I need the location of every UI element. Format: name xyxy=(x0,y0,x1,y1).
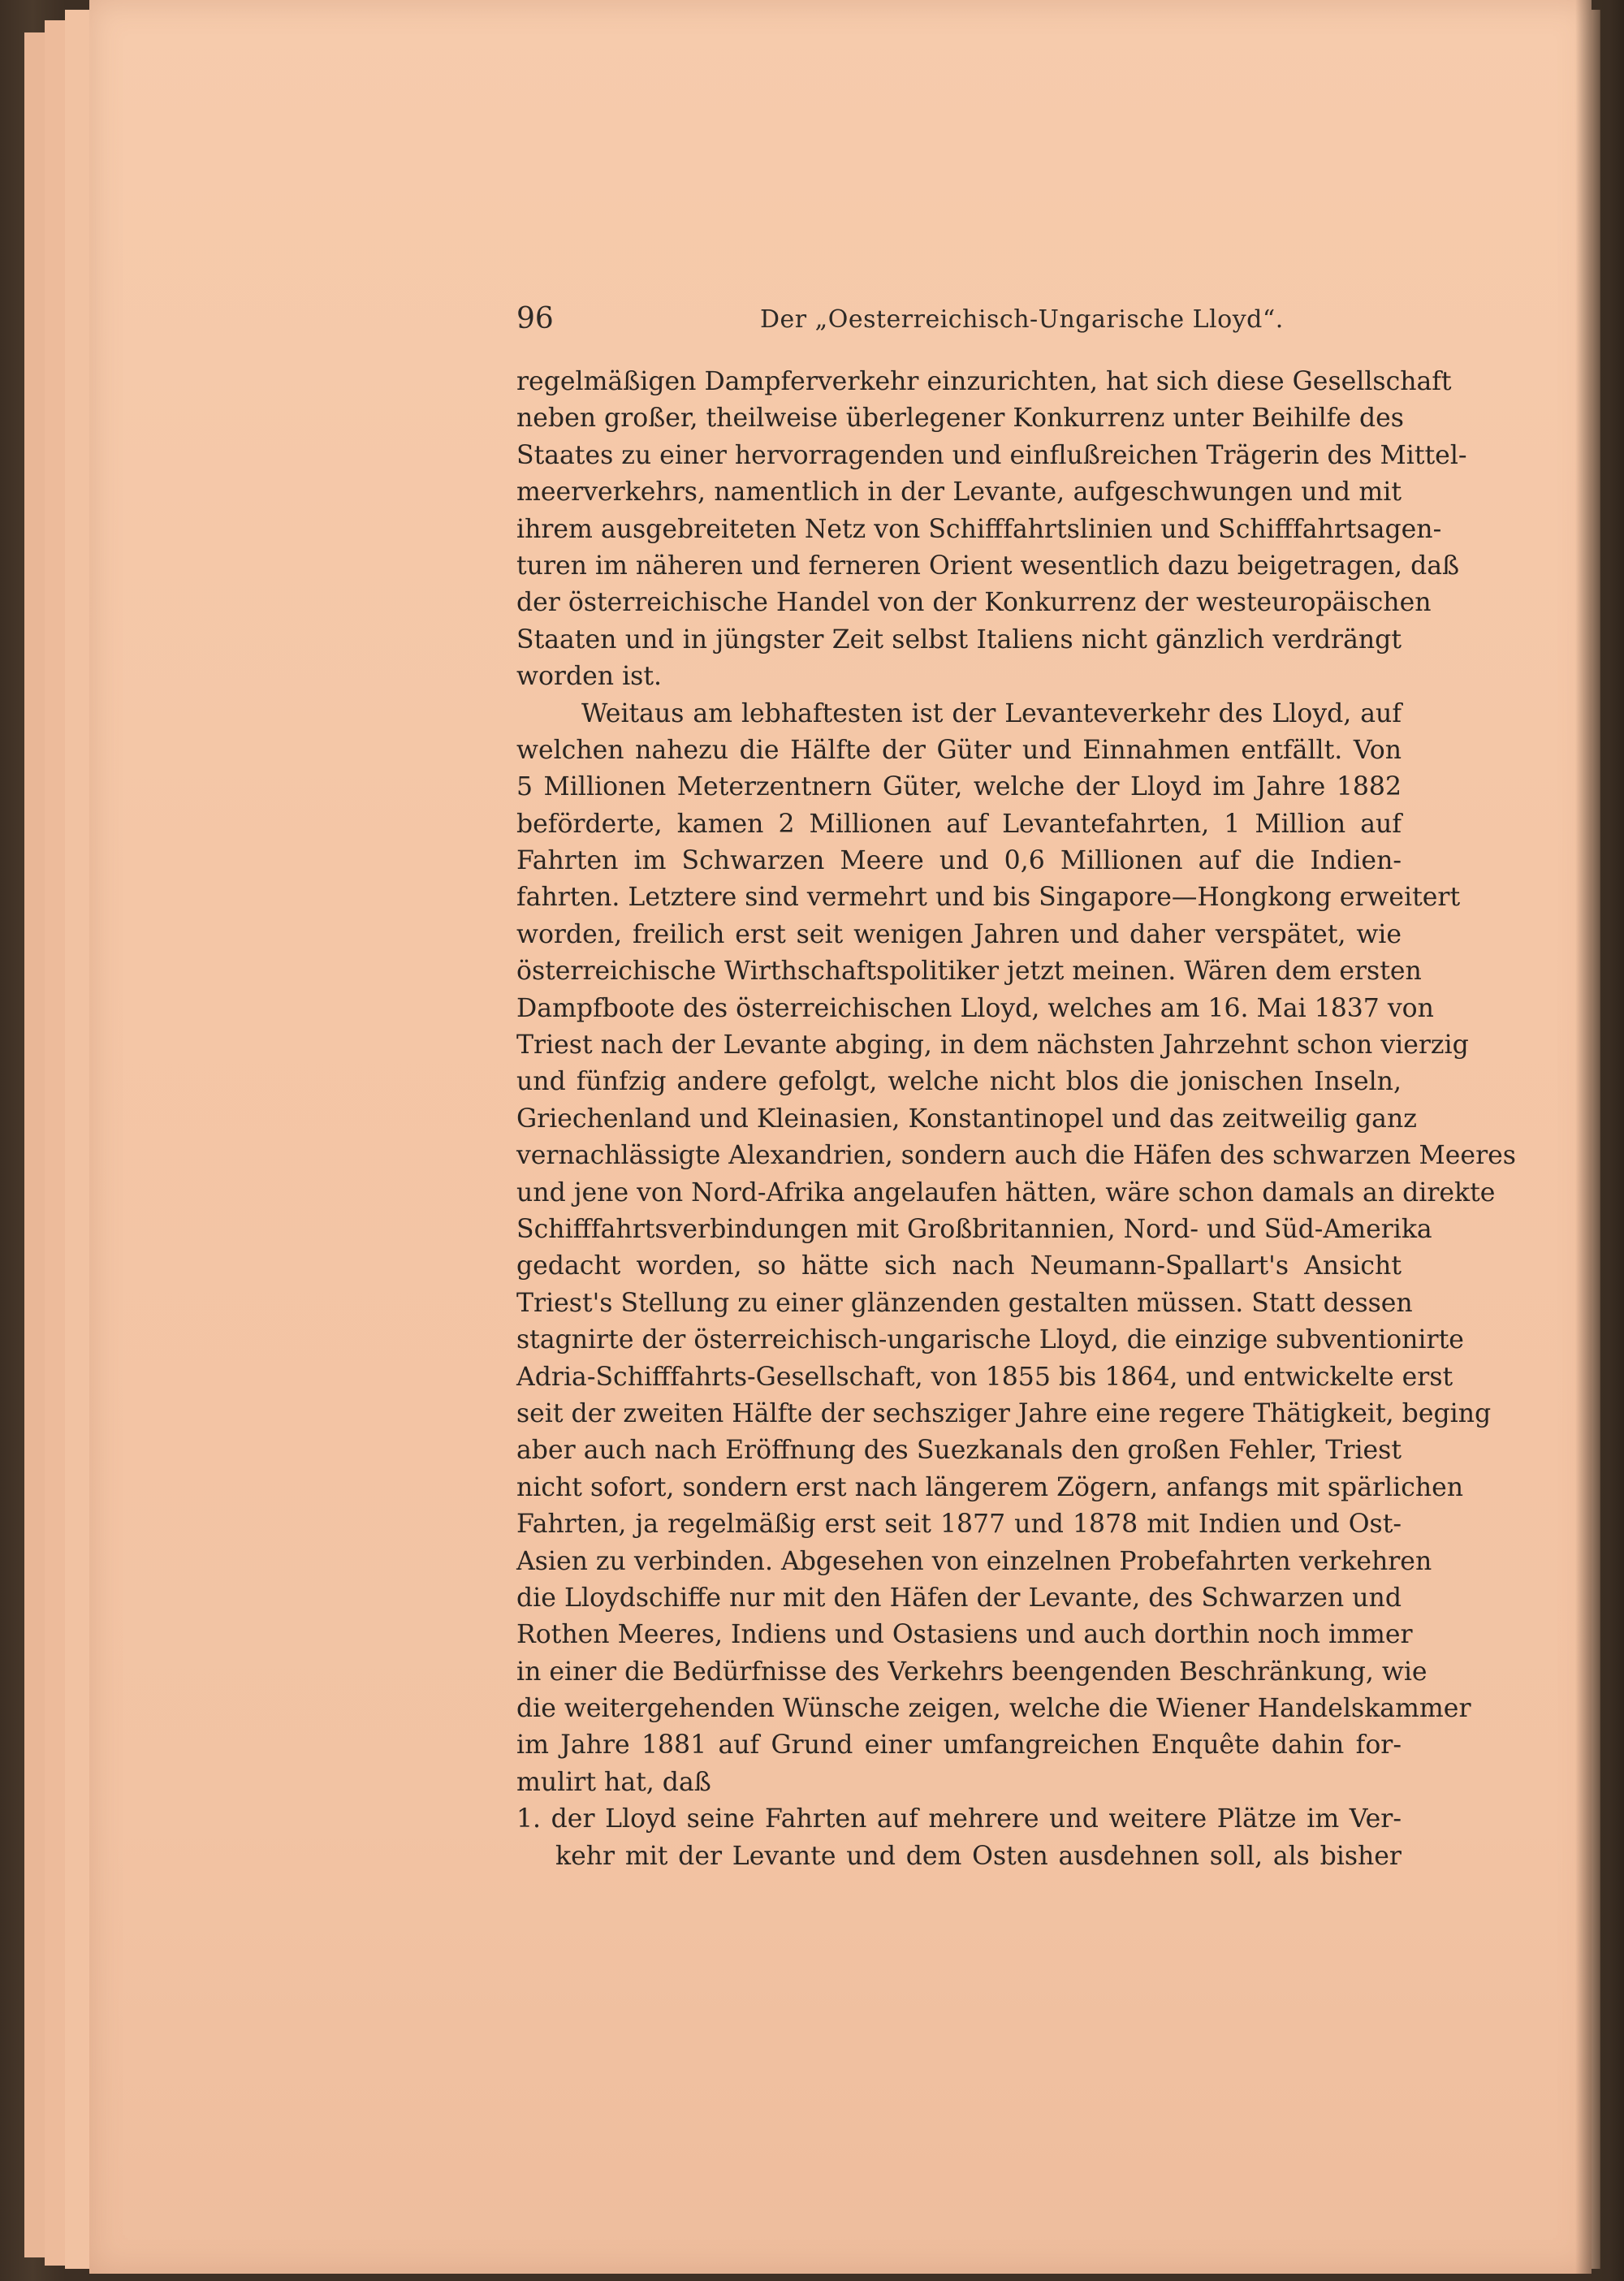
text-line: ihrem ausgebreiteten Netz von Schifffahrtslinien und Schifffahrtsagen- xyxy=(516,514,1442,544)
text-line: der österreichische Handel von der Konkurrenz der westeuropäischen xyxy=(516,588,1432,618)
text-line: Fahrten im Schwarzen Meere und 0,6 Millionen auf die Indien- xyxy=(516,846,1402,876)
text-line: nicht sofort, sondern erst nach längerem Zögern, anfangs mit spärlichen xyxy=(516,1472,1464,1502)
text-line: Schifffahrtsverbindungen mit Großbritannien, Nord- und Süd-Amerika xyxy=(516,1214,1432,1244)
text-line: in einer die Bedürfnisse des Verkehrs beengenden Beschränkung, wie xyxy=(516,1657,1427,1687)
text-line: 5 Millionen Meterzentnern Güter, welche der Lloyd im Jahre 1882 xyxy=(516,772,1402,802)
text-line: welchen nahezu die Hälfte der Güter und Einnahmen entfällt. Von xyxy=(516,735,1402,765)
text-line: worden, freilich erst seit wenigen Jahren und daher verspätet, wie xyxy=(516,919,1402,949)
text-line: Staates zu einer hervorragenden und einflußreichen Trägerin des Mittel- xyxy=(516,440,1467,470)
text-line: und jene von Nord-Afrika angelaufen hätten, wäre schon damals an direkte xyxy=(516,1177,1496,1207)
text-line: und fünfzig andere gefolgt, welche nicht blos die jonischen Inseln, xyxy=(516,1067,1402,1097)
text-line: fahrten. Letztere sind vermehrt und bis Singapore—Hongkong erweitert xyxy=(516,883,1461,913)
text-line: neben großer, theilweise überlegener Konkurrenz unter Beihilfe des xyxy=(516,404,1404,434)
text-line: seit der zweiten Hälfte der sechsziger Jahre eine regere Thätigkeit, beging xyxy=(516,1398,1492,1428)
text-line: Weitaus am lebhaftesten ist der Levanteverkehr des Lloyd, auf xyxy=(581,698,1402,728)
text-line: Staaten und in jüngster Zeit selbst Italiens nicht gänzlich verdrängt xyxy=(516,624,1402,654)
list-item-line: 1. der Lloyd seine Fahrten auf mehrere und weitere Plätze im Ver- xyxy=(516,1804,1402,1834)
list-item-line: kehr mit der Levante und dem Osten ausdehnen soll, als bisher xyxy=(555,1841,1402,1871)
text-line: Fahrten, ja regelmäßig erst seit 1877 und 1878 mit Indien und Ost- xyxy=(516,1510,1402,1540)
text-line: beförderte, kamen 2 Millionen auf Levantefahrten, 1 Million auf xyxy=(516,809,1402,839)
text-line: vernachlässigte Alexandrien, sondern auch die Häfen des schwarzen Meeres xyxy=(516,1141,1516,1171)
body-text xyxy=(516,364,1516,1875)
binding-shadow xyxy=(1575,0,1624,2281)
text-line: Adria-Schifffahrts-Gesellschaft, von 1855 bis 1864, und entwickelte erst xyxy=(516,1362,1453,1392)
text-line: österreichische Wirthschaftspolitiker jetzt meinen. Wären dem ersten xyxy=(516,957,1422,987)
text-line: Dampfboote des österreichischen Lloyd, welches am 16. Mai 1837 von xyxy=(516,993,1434,1023)
text-line: worden ist. xyxy=(516,662,663,692)
text-line: gedacht worden, so hätte sich nach Neumann-Spallart's Ansicht xyxy=(516,1251,1402,1281)
text-line: regelmäßigen Dampferverkehr einzurichten, hat sich diese Gesellschaft xyxy=(516,367,1452,396)
text-line: Triest's Stellung zu einer glänzenden gestalten müssen. Statt dessen xyxy=(516,1288,1413,1318)
text-line: turen im näheren und ferneren Orient wesentlich dazu beigetragen, daß xyxy=(516,551,1460,581)
text-line: stagnirte der österreichisch-ungarische Lloyd, die einzige subventionirte xyxy=(516,1325,1464,1355)
text-line: meerverkehrs, namentlich in der Levante, aufgeschwungen und mit xyxy=(516,477,1402,508)
running-title: Der „Oesterreichisch-Ungarische Lloyd“. xyxy=(760,305,1284,334)
page-header xyxy=(516,302,1402,343)
text-line: Rothen Meeres, Indiens und Ostasiens und auch dorthin noch immer xyxy=(516,1620,1413,1650)
page-number: 96 xyxy=(516,302,554,335)
text-line: Asien zu verbinden. Abgesehen von einzelnen Probefahrten verkehren xyxy=(516,1546,1432,1576)
text-line: die Lloydschiffe nur mit den Häfen der Levante, des Schwarzen und xyxy=(516,1583,1402,1613)
text-line: im Jahre 1881 auf Grund einer umfangreichen Enquête dahin for- xyxy=(516,1730,1402,1760)
text-line: Griechenland und Kleinasien, Konstantinopel und das zeitweilig ganz xyxy=(516,1104,1417,1134)
text-line: Triest nach der Levante abging, in dem nächsten Jahrzehnt schon vierzig xyxy=(516,1030,1469,1061)
text-line: mulirt hat, daß xyxy=(516,1767,711,1797)
text-line: aber auch nach Eröffnung des Suezkanals den großen Fehler, Triest xyxy=(516,1436,1402,1466)
text-line: die weitergehenden Wünsche zeigen, welche die Wiener Handelskammer xyxy=(516,1694,1471,1724)
